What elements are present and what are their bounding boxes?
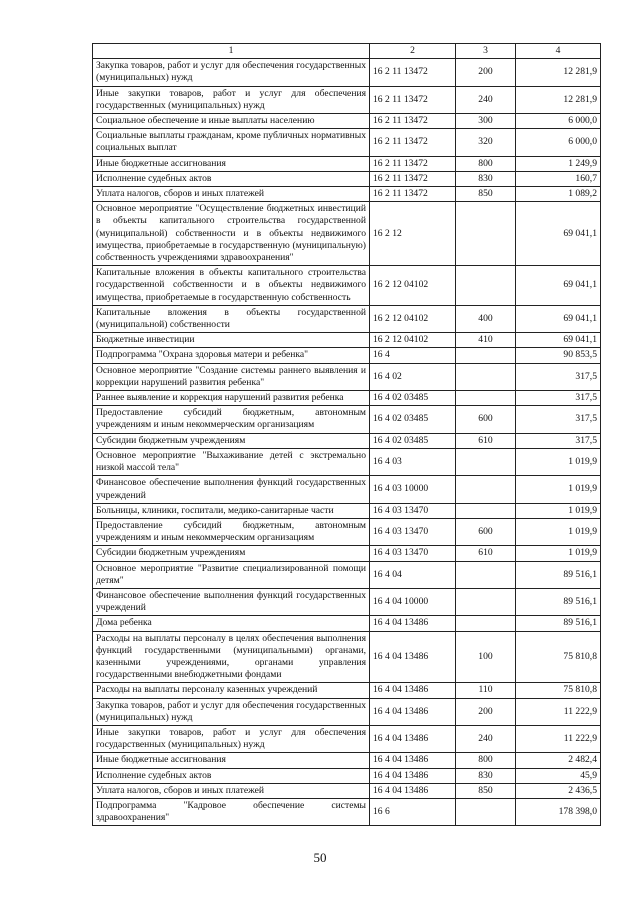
row-type-cell: 830 xyxy=(456,171,516,186)
row-code-cell: 16 4 04 13486 xyxy=(370,783,456,798)
row-name-cell: Уплата налогов, сборов и иных платежей xyxy=(93,187,370,202)
table-row xyxy=(93,363,601,390)
table-row xyxy=(93,156,601,171)
row-name-cell: Финансовое обеспечение выполнения функций государственных учреждений xyxy=(93,476,370,503)
row-code-cell: 16 4 02 03485 xyxy=(370,406,456,433)
row-code-cell: 16 4 04 10000 xyxy=(370,588,456,615)
row-type-cell: 100 xyxy=(456,631,516,683)
row-name-cell: Иные закупки товаров, работ и услуг для обеспечения государственных (муниципальных) нужд xyxy=(93,86,370,113)
table-row xyxy=(93,683,601,698)
header-row xyxy=(93,44,601,59)
row-amount-cell: 1 019,9 xyxy=(516,476,601,503)
row-code-cell: 16 4 04 13486 xyxy=(370,698,456,725)
row-amount-cell: 69 041,1 xyxy=(516,266,601,306)
row-amount-cell: 317,5 xyxy=(516,406,601,433)
row-amount-cell: 90 853,5 xyxy=(516,348,601,363)
table-row xyxy=(93,588,601,615)
row-type-cell: 300 xyxy=(456,114,516,129)
row-amount-cell: 11 222,9 xyxy=(516,698,601,725)
row-amount-cell: 2 436,5 xyxy=(516,783,601,798)
row-type-cell: 610 xyxy=(456,546,516,561)
row-name-cell: Больницы, клиники, госпитали, медико-санитарные части xyxy=(93,503,370,518)
row-code-cell: 16 2 12 xyxy=(370,202,456,266)
row-amount-cell: 89 516,1 xyxy=(516,588,601,615)
row-name-cell: Финансовое обеспечение выполнения функций государственных учреждений xyxy=(93,588,370,615)
row-name-cell: Закупка товаров, работ и услуг для обеспечения государственных (муниципальных) нужд xyxy=(93,59,370,86)
row-type-cell: 200 xyxy=(456,59,516,86)
row-amount-cell: 75 810,8 xyxy=(516,683,601,698)
row-name-cell: Субсидии бюджетным учреждениям xyxy=(93,433,370,448)
table-row xyxy=(93,348,601,363)
row-amount-cell: 69 041,1 xyxy=(516,333,601,348)
row-amount-cell: 317,5 xyxy=(516,433,601,448)
row-type-cell xyxy=(456,588,516,615)
table-row xyxy=(93,753,601,768)
row-code-cell: 16 6 xyxy=(370,798,456,825)
row-amount-cell: 12 281,9 xyxy=(516,86,601,113)
budget-table xyxy=(92,43,601,826)
row-name-cell: Подпрограмма "Охрана здоровья матери и ребенка" xyxy=(93,348,370,363)
row-amount-cell: 317,5 xyxy=(516,391,601,406)
row-amount-cell: 69 041,1 xyxy=(516,202,601,266)
row-code-cell: 16 4 04 13486 xyxy=(370,616,456,631)
row-code-cell: 16 2 11 13472 xyxy=(370,156,456,171)
row-code-cell: 16 4 03 xyxy=(370,448,456,475)
row-amount-cell: 1 089,2 xyxy=(516,187,601,202)
row-name-cell: Предоставление субсидий бюджетным, автономным учреждениям и иным некоммерческим организациям xyxy=(93,406,370,433)
table-row xyxy=(93,266,601,306)
table-row xyxy=(93,333,601,348)
header-col-4: 4 xyxy=(516,44,601,59)
row-type-cell: 410 xyxy=(456,333,516,348)
row-code-cell: 16 2 11 13472 xyxy=(370,187,456,202)
row-amount-cell: 1 019,9 xyxy=(516,448,601,475)
row-name-cell: Капитальные вложения в объекты государственной (муниципальной) собственности xyxy=(93,305,370,332)
row-type-cell: 610 xyxy=(456,433,516,448)
row-amount-cell: 6 000,0 xyxy=(516,129,601,156)
row-type-cell: 320 xyxy=(456,129,516,156)
row-name-cell: Капитальные вложения в объекты капитального строительства государственной собственности и в объекты недвижимого имущества, приобретаемые в государственную собственность xyxy=(93,266,370,306)
row-code-cell: 16 2 11 13472 xyxy=(370,114,456,129)
table-row xyxy=(93,391,601,406)
row-name-cell: Уплата налогов, сборов и иных платежей xyxy=(93,783,370,798)
table-row xyxy=(93,503,601,518)
row-amount-cell: 160,7 xyxy=(516,171,601,186)
row-name-cell: Исполнение судебных актов xyxy=(93,768,370,783)
row-type-cell xyxy=(456,448,516,475)
row-code-cell: 16 4 02 03485 xyxy=(370,433,456,448)
row-amount-cell: 89 516,1 xyxy=(516,561,601,588)
table-row xyxy=(93,725,601,752)
table-row xyxy=(93,476,601,503)
row-type-cell: 850 xyxy=(456,187,516,202)
table-row xyxy=(93,798,601,825)
row-type-cell: 110 xyxy=(456,683,516,698)
row-name-cell: Закупка товаров, работ и услуг для обеспечения государственных (муниципальных) нужд xyxy=(93,698,370,725)
row-name-cell: Основное мероприятие "Развитие специализированной помощи детям" xyxy=(93,561,370,588)
row-type-cell xyxy=(456,363,516,390)
row-code-cell: 16 2 12 04102 xyxy=(370,305,456,332)
row-name-cell: Исполнение судебных актов xyxy=(93,171,370,186)
row-name-cell: Социальное обеспечение и иные выплаты населению xyxy=(93,114,370,129)
row-name-cell: Расходы на выплаты персоналу казенных учреждений xyxy=(93,683,370,698)
row-code-cell: 16 4 04 13486 xyxy=(370,725,456,752)
row-amount-cell: 45,9 xyxy=(516,768,601,783)
row-name-cell: Подпрограмма "Кадровое обеспечение системы здравоохранения" xyxy=(93,798,370,825)
table-row xyxy=(93,129,601,156)
row-name-cell: Иные закупки товаров, работ и услуг для обеспечения государственных (муниципальных) нужд xyxy=(93,725,370,752)
row-amount-cell: 1 249,9 xyxy=(516,156,601,171)
row-code-cell: 16 4 04 13486 xyxy=(370,768,456,783)
row-type-cell xyxy=(456,266,516,306)
table-row xyxy=(93,202,601,266)
table-row xyxy=(93,187,601,202)
row-code-cell: 16 2 11 13472 xyxy=(370,59,456,86)
row-amount-cell: 69 041,1 xyxy=(516,305,601,332)
row-code-cell: 16 4 04 xyxy=(370,561,456,588)
row-type-cell: 200 xyxy=(456,698,516,725)
table-row xyxy=(93,783,601,798)
table-row xyxy=(93,305,601,332)
row-code-cell: 16 4 04 13486 xyxy=(370,753,456,768)
row-name-cell: Основное мероприятие "Создание системы раннего выявления и коррекции нарушений развития ребенка" xyxy=(93,363,370,390)
row-type-cell xyxy=(456,391,516,406)
row-amount-cell: 75 810,8 xyxy=(516,631,601,683)
row-name-cell: Субсидии бюджетным учреждениям xyxy=(93,546,370,561)
table-row xyxy=(93,406,601,433)
row-amount-cell: 178 398,0 xyxy=(516,798,601,825)
row-code-cell: 16 4 03 13470 xyxy=(370,518,456,545)
row-amount-cell: 317,5 xyxy=(516,363,601,390)
row-type-cell: 800 xyxy=(456,753,516,768)
table-row xyxy=(93,448,601,475)
row-amount-cell: 1 019,9 xyxy=(516,503,601,518)
row-type-cell: 830 xyxy=(456,768,516,783)
row-type-cell: 850 xyxy=(456,783,516,798)
row-amount-cell: 12 281,9 xyxy=(516,59,601,86)
row-name-cell: Иные бюджетные ассигнования xyxy=(93,753,370,768)
row-code-cell: 16 4 04 13486 xyxy=(370,631,456,683)
row-amount-cell: 2 482,4 xyxy=(516,753,601,768)
header-col-1: 1 xyxy=(93,44,370,59)
row-code-cell: 16 2 11 13472 xyxy=(370,129,456,156)
row-name-cell: Расходы на выплаты персоналу в целях обеспечения выполнения функций государственными (муниципальными) органами, казенными учреждениями, органами управления государственными внебюджетными фондами xyxy=(93,631,370,683)
table-row xyxy=(93,698,601,725)
row-type-cell xyxy=(456,476,516,503)
row-name-cell: Раннее выявление и коррекция нарушений развития ребенка xyxy=(93,391,370,406)
row-name-cell: Основное мероприятие "Выхаживание детей с экстремально низкой массой тела" xyxy=(93,448,370,475)
row-code-cell: 16 4 03 10000 xyxy=(370,476,456,503)
row-type-cell: 400 xyxy=(456,305,516,332)
row-code-cell: 16 2 11 13472 xyxy=(370,86,456,113)
table-row xyxy=(93,546,601,561)
row-code-cell: 16 4 xyxy=(370,348,456,363)
row-amount-cell: 89 516,1 xyxy=(516,616,601,631)
row-type-cell xyxy=(456,798,516,825)
table-row xyxy=(93,631,601,683)
row-name-cell: Дома ребенка xyxy=(93,616,370,631)
table-row xyxy=(93,86,601,113)
row-amount-cell: 1 019,9 xyxy=(516,518,601,545)
row-code-cell: 16 4 04 13486 xyxy=(370,683,456,698)
table-row xyxy=(93,768,601,783)
row-type-cell: 800 xyxy=(456,156,516,171)
row-type-cell: 600 xyxy=(456,406,516,433)
row-name-cell: Бюджетные инвестиции xyxy=(93,333,370,348)
header-col-3: 3 xyxy=(456,44,516,59)
table-row xyxy=(93,171,601,186)
row-type-cell: 240 xyxy=(456,725,516,752)
table-row xyxy=(93,433,601,448)
table-row xyxy=(93,114,601,129)
table-row xyxy=(93,59,601,86)
row-code-cell: 16 4 02 xyxy=(370,363,456,390)
row-name-cell: Предоставление субсидий бюджетным, автономным учреждениям и иным некоммерческим организациям xyxy=(93,518,370,545)
row-type-cell: 240 xyxy=(456,86,516,113)
row-type-cell xyxy=(456,202,516,266)
header-col-2: 2 xyxy=(370,44,456,59)
row-type-cell xyxy=(456,616,516,631)
row-code-cell: 16 4 02 03485 xyxy=(370,391,456,406)
row-name-cell: Иные бюджетные ассигнования xyxy=(93,156,370,171)
row-amount-cell: 1 019,9 xyxy=(516,546,601,561)
row-name-cell: Социальные выплаты гражданам, кроме публичных нормативных социальных выплат xyxy=(93,129,370,156)
table-row xyxy=(93,518,601,545)
row-code-cell: 16 4 03 13470 xyxy=(370,546,456,561)
row-type-cell xyxy=(456,503,516,518)
table-row xyxy=(93,616,601,631)
row-code-cell: 16 2 12 04102 xyxy=(370,333,456,348)
page-number: 50 xyxy=(313,850,327,865)
row-type-cell xyxy=(456,561,516,588)
row-code-cell: 16 2 12 04102 xyxy=(370,266,456,306)
row-type-cell: 600 xyxy=(456,518,516,545)
row-type-cell xyxy=(456,348,516,363)
row-code-cell: 16 4 03 13470 xyxy=(370,503,456,518)
row-code-cell: 16 2 11 13472 xyxy=(370,171,456,186)
row-name-cell: Основное мероприятие "Осуществление бюджетных инвестиций в объекты капитального строительства государственной (муниципальной) собственности и в объекты недвижимого имущества, приобретаемые в государственную (муниципальную) собственность учреждениями здравоохранения" xyxy=(93,202,370,266)
table-row xyxy=(93,561,601,588)
row-amount-cell: 6 000,0 xyxy=(516,114,601,129)
row-amount-cell: 11 222,9 xyxy=(516,725,601,752)
